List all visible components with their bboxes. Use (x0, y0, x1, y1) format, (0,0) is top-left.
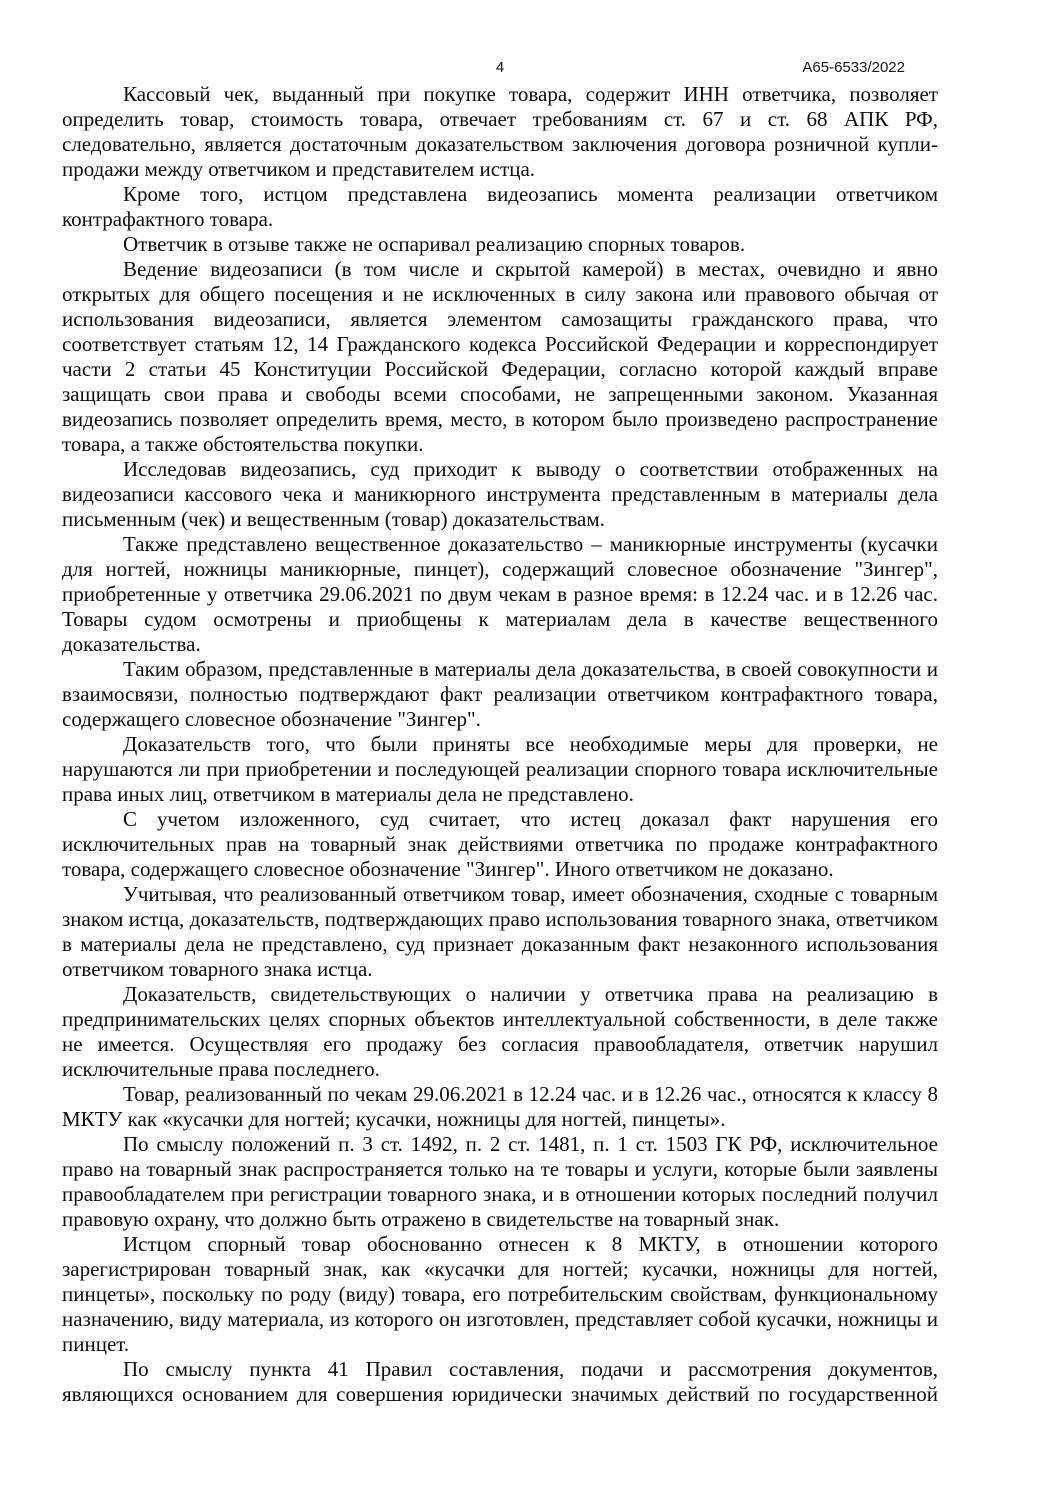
paragraph: С учетом изложенного, суд считает, что истец доказал факт нарушения его исключительных прав на товарный знак действиями ответчика по продаже контрафактного товара, содержащего словесное обозначение "Зингер". Иного ответчиком не доказано. (62, 807, 938, 881)
paragraph: По смыслу положений п. 3 ст. 1492, п. 2 ст. 1481, п. 1 ст. 1503 ГК РФ, исключительное право на товарный знак распространяется только на те товары и услуги, которые были заявлены правообладателем при регистрации товарного знака, и в отношении которых последний получил правовую охрану, что должно быть отражено в свидетельстве на товарный знак. (62, 1132, 938, 1231)
paragraph: Ответчик в отзыве также не оспаривал реализацию спорных товаров. (123, 232, 746, 256)
paragraph: Истцом спорный товар обоснованно отнесен к 8 МКТУ, в отношении которого зарегистрирован товарный знак, как «кусачки для ногтей; кусачки, ножницы для ногтей, пинцеты», поскольку по роду (виду) товара, его потребительским свойствам, функциональному назначению, виду материала, из которого он изготовлен, представляет собой кусачки, ножницы и пинцет. (62, 1232, 938, 1356)
paragraph: Доказательств, свидетельствующих о наличии у ответчика права на реализацию в предпринимательских целях спорных объектов интеллектуальной собственности, в деле также не имеется. Осуществляя его продажу без согласия правообладателя, ответчик нарушил исключительные права последнего. (62, 982, 938, 1081)
paragraph: Ведение видеозаписи (в том числе и скрытой камерой) в местах, очевидно и явно открытых для общего посещения и не исключенных в силу закона или правового обычая от использования видеозаписи, является элементом самозащиты гражданского права, что соответствует статьям 12, 14 Гражданского кодекса Российской Федерации и корреспондирует части 2 статьи 45 Конституции Российской Федерации, согласно которой каждый вправе защищать свои права и свободы всеми способами, не запрещенными законом. Указанная видеозапись позволяет определить время, место, в котором было произведено распространение товара, а также обстоятельства покупки. (62, 257, 938, 456)
paragraph: Таким образом, представленные в материалы дела доказательства, в своей совокупности и взаимосвязи, полностью подтверждают факт реализации ответчиком контрафактного товара, содержащего словесное обозначение "Зингер". (62, 657, 938, 731)
paragraph: Доказательств того, что были приняты все необходимые меры для проверки, не нарушаются ли при приобретении и последующей реализации спорного товара исключительные права иных лиц, ответчиком в материалы дела не представлено. (62, 732, 938, 806)
paragraph: Кроме того, истцом представлена видеозапись момента реализации ответчиком контрафактного товара. (62, 182, 938, 231)
paragraph: По смыслу пункта 41 Правил составления, подачи и рассмотрения документов, являющихся основанием для совершения юридически значимых действий по государственной (62, 1357, 938, 1406)
paragraph: Кассовый чек, выданный при покупке товара, содержит ИНН ответчика, позволяет определить товар, стоимость товара, отвечает требованиям ст. 67 и ст. 68 АПК РФ, следовательно, является достаточным доказательством заключения договора розничной купли-продажи между ответчиком и представителем истца. (62, 82, 938, 181)
paragraph: Также представлено вещественное доказательство – маникюрные инструменты (кусачки для ногтей, ножницы маникюрные, пинцет), содержащий словесное обозначение "Зингер", приобретенные у ответчика 29.06.2021 по двум чекам в разное время: в 12.24 час. и в 12.26 час. Товары судом осмотрены и приобщены к материалам дела в качестве вещественного доказательства. (62, 532, 938, 656)
page-number: 4 (495, 59, 505, 76)
paragraph: Учитывая, что реализованный ответчиком товар, имеет обозначения, сходные с товарным знаком истца, доказательств, подтверждающих право использования товарного знака, ответчиком в материалы дела не представлено, суд признает доказанным факт незаконного использования ответчиком товарного знака истца. (62, 882, 938, 981)
document-body (62, 82, 938, 1407)
paragraph: Исследовав видеозапись, суд приходит к выводу о соответствии отображенных на видеозаписи кассового чека и маникюрного инструмента представленным в материалы дела письменным (чек) и вещественным (товар) доказательствам. (62, 457, 938, 531)
page-header (62, 58, 938, 78)
paragraph: Товар, реализованный по чекам 29.06.2021 в 12.24 час. и в 12.26 час., относятся к классу 8 МКТУ как «кусачки для ногтей; кусачки, ножницы для ногтей, пинцеты». (62, 1082, 938, 1131)
case-number: А65-6533/2022 (802, 59, 905, 76)
